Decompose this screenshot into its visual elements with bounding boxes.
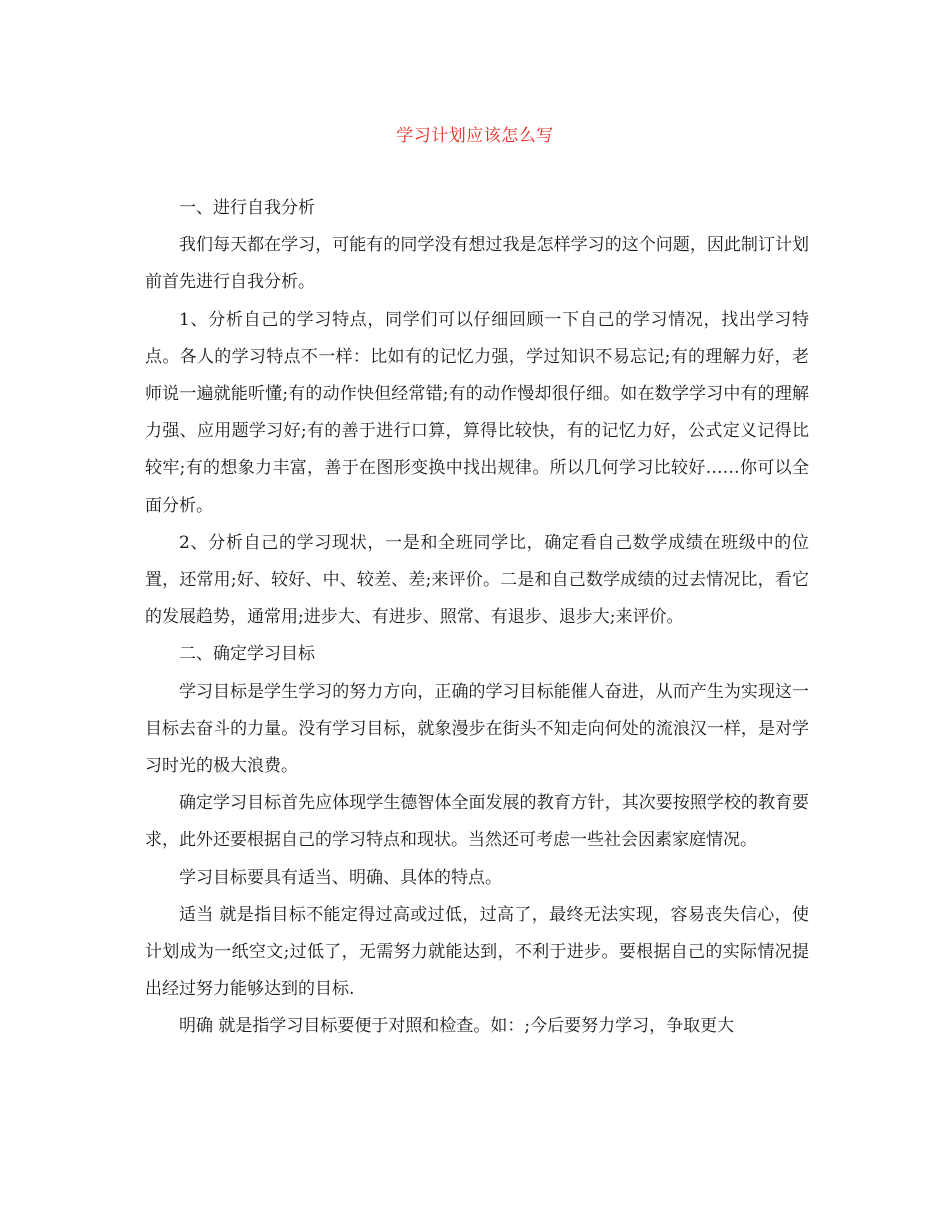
section-heading-self-analysis: 一、进行自我分析 [179, 198, 315, 218]
document-body [145, 190, 809, 1046]
paragraph: 2、分析自己的学习现状，一是和全班同学比，确定看自己数学成绩在班级中的位置，还常用;好、较好、中、较差、差;来评价。二是和自己数学成绩的过去情况比，看它的发展趋势，通常用;进步大、有进步、照常、有退步、退步大;来评价。 [145, 532, 809, 628]
paragraph: 确定学习目标首先应体现学生德智体全面发展的教育方针，其次要按照学校的教育要求，此外还要根据自己的学习特点和现状。当然还可考虑一些社会因素家庭情况。 [145, 793, 809, 851]
paragraph: 我们每天都在学习，可能有的同学没有想过我是怎样学习的这个问题，因此制订计划前首先进行自我分析。 [145, 235, 809, 293]
paragraph: 学习目标要具有适当、明确、具体的特点。 [179, 867, 502, 888]
paragraph: 适当 就是指目标不能定得过高或过低，过高了，最终无法实现，容易丧失信心，使计划成为一纸空文;过低了，无需努力就能达到，不利于进步。要根据自己的实际情况提出经过努力能够达到的目标. [145, 904, 809, 1000]
document-title: 学习计划应该怎么写 [396, 126, 554, 146]
paragraph: 1、分析自己的学习特点，同学们可以仔细回顾一下自己的学习情况，找出学习特点。各人的学习特点不一样：比如有的记忆力强，学过知识不易忘记;有的理解力好，老师说一遍就能听懂;有的动作快但经常错;有的动作慢却很仔细。如在数学学习中有的理解力强、应用题学习好;有的善于进行口算，算得比较快，有的记忆力好，公式定义记得比较牢;有的想象力丰富，善于在图形变换中找出规律。所以几何学习比较好……你可以全面分析。 [145, 309, 809, 516]
paragraph: 明确 就是指学习目标要便于对照和检查。如：;今后要努力学习，争取更大 [179, 1016, 735, 1037]
section-heading-learning-goals: 二、确定学习目标 [179, 644, 315, 665]
paragraph: 学习目标是学生学习的努力方向，正确的学习目标能催人奋进，从而产生为实现这一目标去奋斗的力量。没有学习目标，就象漫步在街头不知走向何处的流浪汉一样，是对学习时光的极大浪费。 [145, 681, 809, 777]
